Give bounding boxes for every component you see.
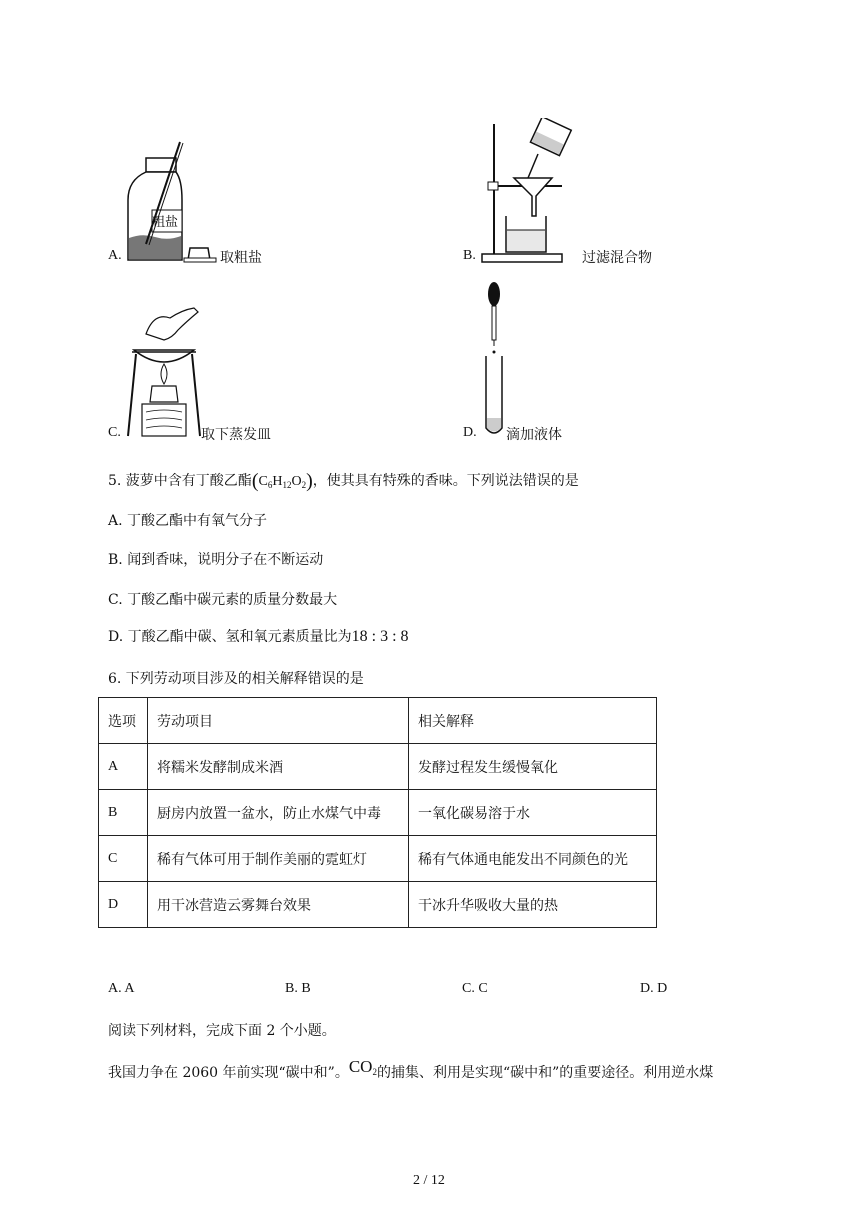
q5-option-d-ratio: 18 : 3 : 8	[351, 628, 409, 645]
table-cell: D	[99, 882, 148, 928]
reading-text-before: 我国力争在 2060 年前实现“碳中和”。	[108, 1065, 349, 1081]
q6-answer-d: D. D	[640, 981, 668, 996]
reading-intro: 阅读下列材料，完成下面 2 个小题。	[108, 1023, 336, 1039]
figure-a-caption: 取粗盐	[220, 250, 262, 266]
table-cell: C	[99, 836, 148, 882]
table-cell: 发酵过程发生缓慢氧化	[409, 744, 657, 790]
figure-a-label: A.	[108, 248, 122, 263]
figure-a-reagent-bottle	[120, 140, 220, 265]
table-row	[99, 790, 657, 836]
table-cell: 稀有气体可用于制作美丽的霓虹灯	[148, 836, 409, 882]
figure-b-caption: 过滤混合物	[582, 250, 652, 266]
table-row	[99, 744, 657, 790]
figure-c-label: C.	[108, 425, 121, 440]
q6-answer-c: C. C	[462, 981, 488, 996]
q5-option-a: A. 丁酸乙酯中有氧气分子	[108, 513, 268, 529]
table-cell: A	[99, 744, 148, 790]
table-header-cell: 劳动项目	[148, 698, 409, 744]
q6-table	[98, 697, 657, 928]
page-number: 2 / 12	[413, 1173, 445, 1188]
figure-d-dropper-test-tube	[480, 280, 510, 440]
co2-formula: $CO_2$	[348, 1057, 377, 1077]
table-header-cell: 相关解释	[409, 698, 657, 744]
table-cell: 将糯米发酵制成米酒	[148, 744, 409, 790]
q5-formula: $(C_6H_{12}O_2)$	[251, 470, 313, 492]
figure-d-label: D.	[463, 425, 477, 440]
jar-label: 粗盐	[152, 215, 179, 230]
table-cell: 用干冰营造云雾舞台效果	[148, 882, 409, 928]
reading-paragraph	[108, 1057, 714, 1082]
table-row	[99, 882, 657, 928]
figure-d-caption: 滴加液体	[506, 427, 562, 443]
q5-stem-before: 5. 菠萝中含有丁酸乙酯	[108, 473, 252, 489]
figure-b-label: B.	[463, 248, 476, 263]
table-header-cell: 选项	[99, 698, 148, 744]
table-cell: 厨房内放置一盆水，防止水煤气中毒	[148, 790, 409, 836]
figure-c-evaporation-setup	[124, 304, 204, 442]
q5-option-d	[108, 626, 409, 646]
q5-stem	[108, 470, 579, 493]
table-cell: 干冰升华吸收大量的热	[409, 882, 657, 928]
q5-option-b: B. 闻到香味，说明分子在不断运动	[108, 552, 324, 568]
figure-c-caption: 取下蒸发皿	[201, 427, 271, 443]
table-cell: 一氧化碳易溶于水	[409, 790, 657, 836]
table-cell: B	[99, 790, 148, 836]
q5-option-c: C. 丁酸乙酯中碳元素的质量分数最大	[108, 592, 338, 608]
q6-answer-b: B. B	[285, 981, 311, 996]
q6-answer-a: A. A	[108, 981, 135, 996]
figure-b-filtration-apparatus	[480, 118, 580, 268]
q6-stem: 6. 下列劳动项目涉及的相关解释错误的是	[108, 671, 364, 687]
table-header-row	[99, 698, 657, 744]
table-row	[99, 836, 657, 882]
q5-option-d-text: D. 丁酸乙酯中碳、氢和氧元素质量比为	[108, 629, 352, 645]
table-cell: 稀有气体通电能发出不同颜色的光	[409, 836, 657, 882]
reading-text-after: 的捕集、利用是实现“碳中和”的重要途径。利用逆水煤	[376, 1065, 714, 1081]
q5-stem-after: ，使其具有特殊的香味。下列说法错误的是	[312, 473, 579, 489]
